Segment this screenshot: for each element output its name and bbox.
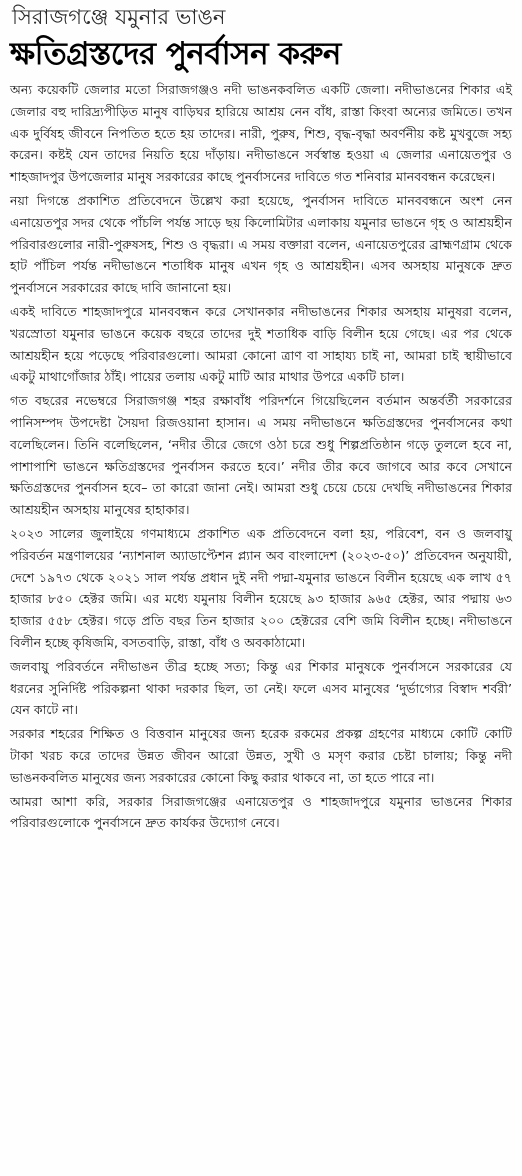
article-paragraph-5: ২০২৩ সালের জুলাইয়ে গণমাধ্যমে প্রকাশিত এক প্রতিবেদনে বলা হয়, পরিবেশ, বন ও জলবায়ু পরিবর্তন মন্ত্রণালয়ের ‘ন্যাশনাল অ্যাডাপ্টেশন প্ল্যান অব বাংলাদেশ (২০২৩-৫০)’ প্রতিবেদন অনুযায়ী, দেশে ১৯৭৩ থেকে ২০২১ সাল পর্যন্ত প্রধান দুই নদী পদ্মা-যমুনার ভাঙনে বিলীন হয়েছে এক লাখ ৫৭ হাজার ৮৫০ হেক্টর জমি। এর মধ্যে যমুনায় বিলীন হয়েছে ৯৩ হাজার ৯৬৫ হেক্টর, আর পদ্মায় ৬৩ হাজার ৫৫৮ হেক্টর। গড়ে প্রতি বছর তিন হাজার ২০০ হেক্টরের বেশি জমি বিলীন হচ্ছে। নদীভাঙনে বিলীন হচ্ছে কৃষিজমি, বসতবাড়ি, রাস্তা, বাঁধ ও অবকাঠামো। xyxy=(10,525,512,650)
article-kicker: সিরাজগঞ্জে যমুনার ভাঙন xyxy=(12,5,226,29)
article-paragraph-8: আমরা আশা করি, সরকার সিরাজগঞ্জের এনায়েতপুর ও শাহজাদপুরে যমুনার ভাঙনের শিকার পরিবারগুলোকে পুনর্বাসনে দ্রুত কার্যকর উদ্যোগ নেবে। xyxy=(10,793,512,831)
article-paragraph-4: গত বছরের নভেম্বরে সিরাজগঞ্জ শহর রক্ষাবাঁধ পরিদর্শনে গিয়েছিলেন বর্তমান অন্তর্বর্তী সরকারের পানিসম্পদ উপদেষ্টা সৈয়দা রিজওয়ানা হাসান। এ সময় নদীভাঙনে ক্ষতিগ্রস্তদের পুনর্বাসনের কথা বলেছিলেন। তিনি বলেছিলেন, ‘নদীর তীরে জেগে ওঠা চরে শুধু শিল্পপ্রতিষ্ঠান গড়ে তুললে হবে না, পাশাপাশি ভাঙনে ক্ষতিগ্রস্তদের পুনর্বাসন করতে হবে।’ নদীর তীর কবে জাগবে আর কবে সেখানে ক্ষতিগ্রস্তদের পুনর্বাসন হবে– তা কারো জানা নেই। আমরা শুধু চেয়ে চেয়ে দেখছি নদীভাঙনের শিকার আশ্রয়হীন অসহায় মানুষের হাহাকার। xyxy=(10,393,512,518)
article-paragraph-6: জলবায়ু পরিবর্তনে নদীভাঙন তীব্র হচ্ছে সত্য; কিন্তু এর শিকার মানুষকে পুনর্বাসনে সরকারের যে ধরনের সুনির্দিষ্ট পরিকল্পনা থাকা দরকার ছিল, তা নেই। ফলে এসব মানুষের ‘দুর্ভাগ্যের বিস্বাদ শর্বরী’ যেন কাটে না। xyxy=(10,658,512,718)
article-paragraph-1: অন্য কয়েকটি জেলার মতো সিরাজগঞ্জও নদী ভাঙনকবলিত একটি জেলা। নদীভাঙনের শিকার এই জেলার বহু দারিদ্র্যপীড়িত মানুষ বাড়িঘর হারিয়ে আশ্রয় নেন বাঁধ, রাস্তা কিংবা অন্যের জমিতে। তখন এক দুর্বিষহ জীবনে নিপতিত হতে হয় তাদের। নারী, পুরুষ, শিশু, বৃদ্ধ-বৃদ্ধা অবর্ণনীয় কষ্ট মুখবুজে সহ্য করেন। কষ্টই যেন তাদের নিয়তি হয়ে দাঁড়ায়। নদীভাঙনে সর্বস্বান্ত হওয়া এ জেলার এনায়েতপুর ও শাহজাদপুর উপজেলার মানুষ সরকারের কাছে পুনর্বাসনের দাবিতে গত শনিবার মানববন্ধন করেছেন। xyxy=(10,82,512,185)
article-paragraph-7: সরকার শহরের শিক্ষিত ও বিত্তবান মানুষের জন্য হরেক রকমের প্রকল্প গ্রহণের মাধ্যমে কোটি কোটি টাকা খরচ করে তাদের উন্নত জীবন আরো উন্নত, সুখী ও মসৃণ করার চেষ্টা চালায়; কিন্তু নদী ভাঙনকবলিত মানুষের জন্য সরকারের কোনো কিছু করার থাকবে না, তা হতে পারে না। xyxy=(10,726,512,785)
article-body xyxy=(10,79,512,834)
article-headline: ক্ষতিগ্রস্তদের পুনর্বাসন করুন xyxy=(10,36,341,72)
article-paragraph-2: নয়া দিগন্তে প্রকাশিত প্রতিবেদনে উল্লেখ করা হয়েছে, পুনর্বাসন দাবিতে মানববন্ধনে অংশ নেন এনায়েতপুর সদর থেকে পাঁচলি পর্যন্ত সাড়ে ছয় কিলোমিটার এলাকায় যমুনার ভাঙনে গৃহ ও আশ্রয়হীন পরিবারগুলোর নারী-পুরুষসহ, শিশু ও বৃদ্ধরা। এ সময় বক্তারা বলেন, এনায়েতপুরের ব্রাহ্মণগ্রাম থেকে হাট পাঁচিল পর্যন্ত নদীভাঙনে শতাধিক মানুষ এখন গৃহ ও আশ্রয়হীন। এসব অসহায় মানুষকে দ্রুত পুনর্বাসনে সরকারের কাছে দাবি জানানো হয়। xyxy=(10,192,512,296)
article-paragraph-3: একই দাবিতে শাহজাদপুরে মানববন্ধন করে সেখানকার নদীভাঙনের শিকার অসহায় মানুষরা বলেন, খরস্রোতা যমুনার ভাঙনে কয়েক বছরে তাদের দুই শতাধিক বাড়ি বিলীন হয়ে গেছে। এর পর থেকে আশ্রয়হীন হয়ে পড়েছে পরিবারগুলো। আমরা কোনো ত্রাণ বা সাহায্য চাই না, আমরা চাই স্থায়ীভাবে একটু মাথাগোঁজার ঠাঁই। পায়ের তলায় একটু মাটি আর মাথার উপরে একটি চাল। xyxy=(10,303,512,385)
